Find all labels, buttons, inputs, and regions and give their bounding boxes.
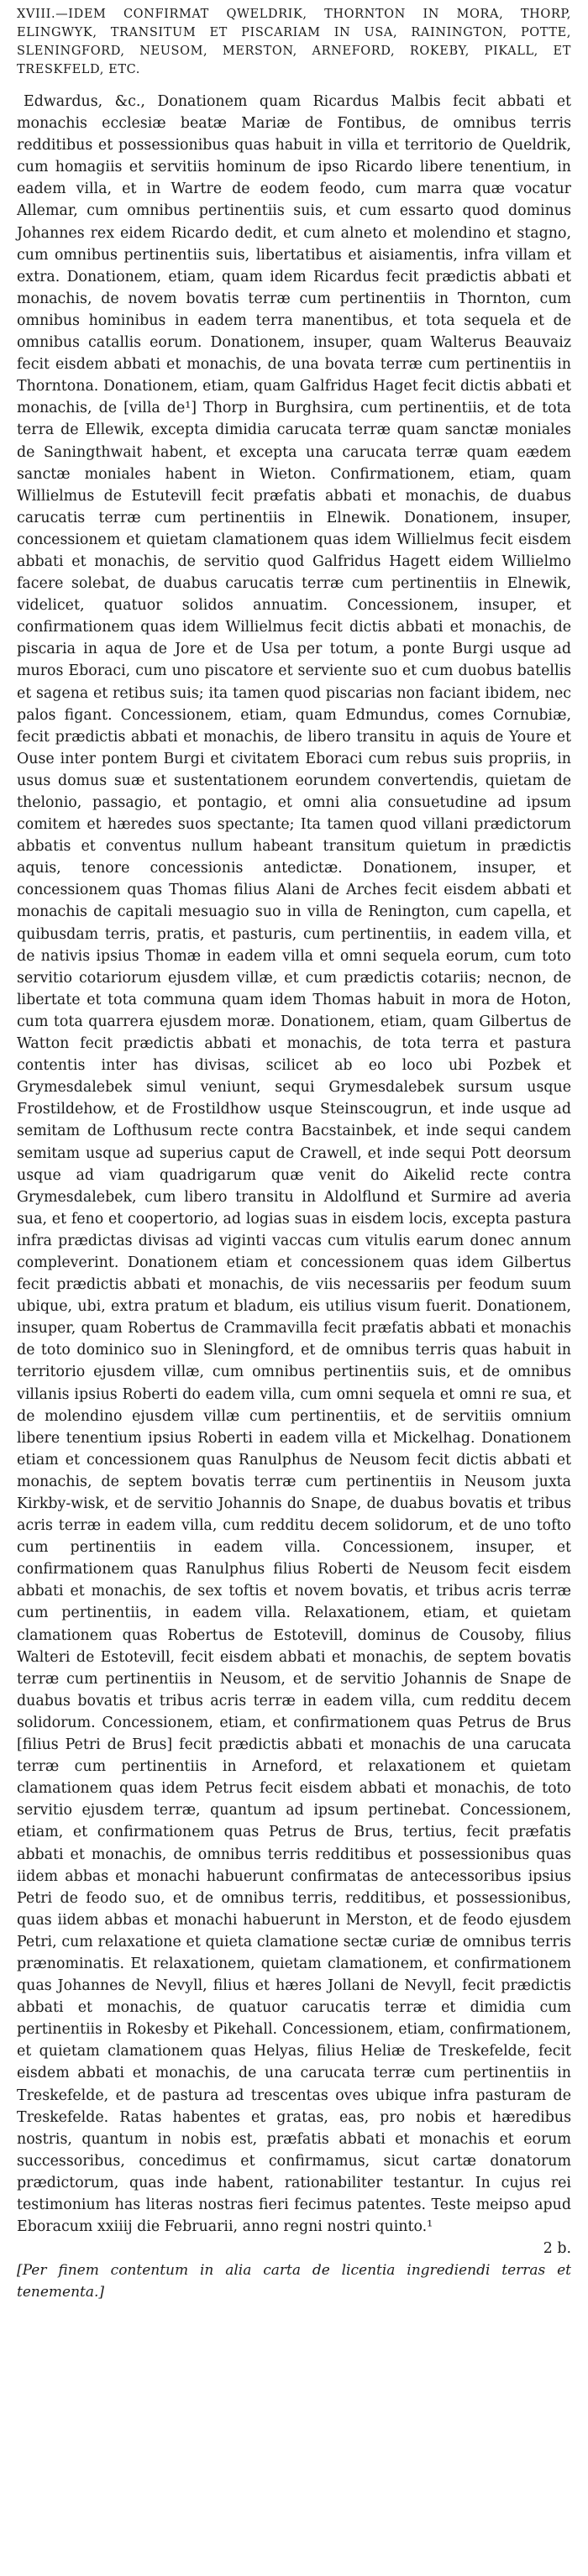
charter-heading: XVIII.—IDEM CONFIRMAT QWELDRIK, THORNTON IN MORA, THORP, ELINGWYK, TRANSITUM ET PISCARIAM IN USA, RAININGTON, POTTE, SLENINGFORD, NEUSOM, MERSTON, ARNEFORD, ROKEBY, PIKALL, ET TRESKFELD, ETC. — [17, 8, 571, 76]
folio-reference: 2 b. — [543, 2240, 571, 2258]
charter-body: Edwardus, &c., Donationem quam Ricardus Malbis fecit abbati et monachis ecclesiæ beatæ Mariæ de Fontibus, de omnibus terris redditibus et possessionibus quas habuit in villa et territorio de Queldrik, cum homagiis et servitiis hominum de ipso Ricardo libere tenentium, in eadem villa, et in Wartre de eodem feodo, cum marra quæ vocatur Allemar, cum omnibus pertinentiis suis, et cum essarto quod dominus Johannes rex eidem Ricardo dedit, et cum alneto et molendino et stagno, cum omnibus pertinentiis suis, libertatibus et aisiamentis, infra villam et extra. Donationem, etiam, quam idem Ricardus fecit prædictis abbati et monachis, de novem bovatis terræ cum pertinentiis in Thornton, cum omnibus hominibus in eadem terra manentibus, et tota sequela et de omnibus catallis eorum. Donationem, insuper, quam Walterus Beauvaiz fecit eisdem abbati et monachis, de una bovata terræ cum pertinentiis in Thorntona. Donationem, etiam, quam Galfridus Haget fecit dictis abbati et monachis, de [villa de¹] Thorp in Burghsira, cum pertinentiis, et de tota terra de Ellewik, excepta dimidia carucata terræ quam sanctæ moniales de Saningthwait habent, et excepta una carucata terræ quam eædem sanctæ moniales habent in Wieton. Confirmationem, etiam, quam Willielmus de Estutevill fecit præfatis abbati et monachis, de duabus carucatis terræ cum pertinentiis in Elnewik. Donationem, insuper, concessionem et quietam clamationem quas idem Willielmus fecit eisdem abbati et monachis, de servitio quod Galfridus Hagett eidem Willielmo facere solebat, de duabus carucatis terræ cum pertinentiis in Elnewik, videlicet, quatuor solidos annuatim. Concessionem, insuper, et confirmationem quas idem Willielmus fecit dictis abbati et monachis, de piscaria in aqua de Jore et de Usa per totum, a ponte Burgi usque ad muros Eboraci, cum uno piscatore et serviente suo et cum duobus batellis et sagena et retibus suis; ita tamen quod piscarias non faciant ibidem, nec palos figant. Concessionem, etiam, quam Edmundus, comes Cornubiæ, fecit prædictis abbati et monachis, de libero transitu in aquis de Youre et Ouse inter pontem Burgi et civitatem Eboraci cum rebus suis propriis, in usus domus suæ et sustentationem eorundem convertendis, quietam de thelonio, passagio, et pontagio, et omni alia consuetudine ad ipsum comitem et hæredes suos spectante; Ita tamen quod villani prædictorum abbatis et conventus nullum habeant transitum quietum in prædictis aquis, tenore concessionis antedictæ. Donationem, insuper, et concessionem quas Thomas filius Alani de Arches fecit eisdem abbati et monachis de capitali mesuagio suo in villa de Renington, cum capella, et quibusdam terris, pratis, et pasturis, cum pertinentiis, in eadem villa, et de nativis ipsius Thomæ in eadem villa et omni sequela eorum, cum toto servitio cotariorum ejusdem villæ, et cum prædictis cotariis; necnon, de libertate et tota communa quam idem Thomas habuit in mora de Hoton, cum tota quarrera ejusdem moræ. Donationem, etiam, quam Gilbertus de Watton fecit prædictis abbati et monachis, de tota terra et pastura contentis inter has divisas, scilicet ab eo loco ubi Pozbek et Grymesdalebek simul veniunt, sequi Grymesdalebek sursum usque Frostildehow, et de Frostildhow usque Steinscougrun, et inde usque ad semitam de Lofthusum recte contra Bacstainbek, et inde sequi candem semitam usque ad superius caput de Crawell, et inde sequi Pott deorsum usque ad viam quadrigarum quæ venit do Aikelid recte contra Grymesdalebek, cum libero transitu in Aldolflund et Surmire ad averia sua, et feno et coopertorio, ad logias suas in eisdem locis, excepta pastura infra prædictas divisas ad viginti vaccas cum vitulis earum donec annum compleverint. Donationem etiam et concessionem quas idem Gilbertus fecit prædictis abbati et monachis, de viis necessariis per feodum suum ubique, ubi, extra pratum et bladum, eis utilius visum fuerit. Donationem, insuper, quam Robertus de Crammavilla fecit præfatis abbati et monachis de toto dominico suo in Sleningford, et de omnibus terris quas habuit in territorio ejusdem villæ, cum omnibus pertinentiis suis, et de omnibus villanis ipsius Roberti do eadem villa, cum omni sequela et omni re sua, et de molendino ejusdem villæ cum pertinentiis, et de servitiis omnium libere tenentium ipsius Roberti in eadem villa et Mickelhag. Donationem etiam et concessionem quas Ranulphus de Neusom fecit dictis abbati et monachis, de septem bovatis terræ cum pertinentiis in Neusom juxta Kirkby-wisk, et de servitio Johannis do Snape, de duabus bovatis et tribus acris terræ in eadem villa, cum redditu decem solidorum, et de uno tofto cum pertinentiis in eadem villa. Concessionem, insuper, et confirmationem quas Ranulphus filius Roberti de Neusom fecit eisdem abbati et monachis, de sex toftis et novem bovatis, et tribus acris terræ cum pertinentiis, in eadem villa. Relaxationem, etiam, et quietam clamationem quas Robertus de Estotevill, dominus de Cousoby, filius Walteri de Estotevill, fecit eisdem abbati et monachis, de septem bovatis terræ cum pertinentiis in Neusom, et de servitio Johannis de Snape de duabus bovatis et tribus acris terræ in eadem villa, cum redditu decem solidorum. Concessionem, etiam, et confirmationem quas Petrus de Brus [filius Petri de Brus] fecit prædictis abbati et monachis de una carucata terræ cum pertinentiis in Arneford, et relaxationem et quietam clamationem quas idem Petrus fecit eisdem abbati et monachis, de toto servitio ejusdem terræ, quantum ad ipsum pertinebat. Concessionem, etiam, et confirmationem quas Petrus de Brus, tertius, fecit præfatis abbati et monachis, de omnibus terris redditibus et possessionibus quas iidem abbas et monachi habuerunt confirmatas de antecessoribus ipsius Petri de feodo suo, et de omnibus terris, redditibus, et possessionibus, quas iidem abbas et monachi habuerunt in Merston, et de feodo ejusdem Petri, cum relaxatione et quieta clamatione sectæ curiæ de omnibus terris prænominatis. Et relaxationem, quietam clamationem, et confirmationem quas Johannes de Nevyll, filius et hæres Jollani de Nevyll, fecit prædictis abbati et monachis, de quatuor carucatis terræ et dimidia cum pertinentiis in Rokesby et Pikehall. Concessionem, etiam, confirmationem, et quietam clamationem quas Helyas, filius Heliæ de Treskefelde, fecit eisdem abbati et monachis, de una carucata terræ cum pertinentiis in Treskefelde, et de pastura ad trescentas oves ubique infra pasturam de Treskefelde. Ratas habentes et gratas, eas, pro nobis et hæredibus nostris, quantum in nobis est, præfatis abbati et monachis et eorum successoribus, concedimus et confirmamus, sicut cartæ donatorum prædictorum, quas inde habent, rationabiliter testantur. In cujus rei testimonium has literas nostras fieri fecimus patentes. Teste meipso apud Eboracum xxiiij die Februarii, anno regni nostri quinto.¹ — [17, 93, 571, 2236]
document-page — [17, 0, 571, 2303]
footnote: [Per finem contentum in alia carta de licentia ingrediendi terras et tenementa.] — [17, 2262, 571, 2301]
